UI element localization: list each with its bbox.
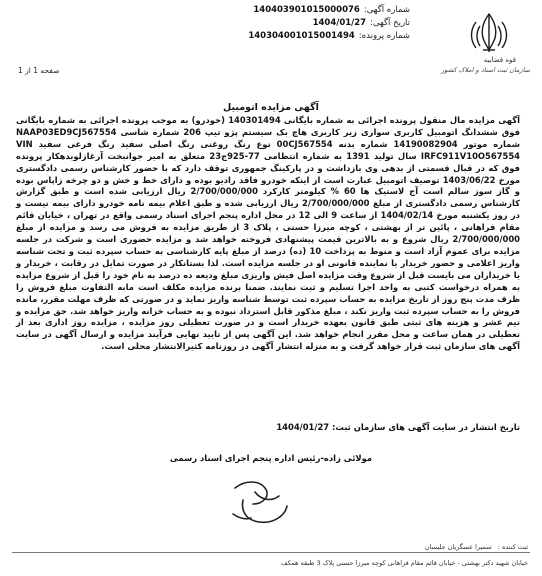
notice-date-label: تاریخ آگهی: xyxy=(370,18,410,28)
notice-date-row xyxy=(110,17,410,30)
registered-by xyxy=(425,543,528,551)
notice-number: 140403901015000076 xyxy=(253,5,360,15)
signatory-name: مولائی زاده-رئیس اداره پنجم اجرای اسناد رسمی xyxy=(169,453,373,463)
footer-address: خیابان شهید دکتر بهشتی - خیابان قائم مقام فراهانی کوچه میرزا حسنی پلاک 3 طبقه همکف xyxy=(280,559,528,567)
case-number-row xyxy=(110,30,410,43)
notice-meta xyxy=(110,4,410,43)
registered-by-label: ثبت کننده : xyxy=(497,543,528,551)
handwritten-signature xyxy=(215,470,305,540)
notice-date: 1404/01/27 xyxy=(312,18,367,28)
notice-body xyxy=(16,115,520,353)
notice-number-row xyxy=(110,4,410,17)
page-title: آگهی مزایده اتومبیل xyxy=(223,102,319,113)
footer-divider xyxy=(12,552,530,553)
page-indicator: صفحه 1 از 1 xyxy=(18,66,60,75)
body-paragraph: آگهی مزایده مال منقول پرونده اجرائی به شماره بایگانی 140301494 (خودرو) به موجب پرونده اجرائی به شماره بایگانی فوق ششدانگ اتومبیل کاربری سواری زیر کاربری هاچ بک سیستم پژو تیپ 206 شماره شاسی NAAP03ED9CJ567554 شماره موتور 14190082904 شماره بدنه 00CJ567554 نوع رنگ روغنی رنگ اصلی سفید رنگ فرعی سفید VIN IRFC911V10O567554 سال تولید 1391 به شماره انتظامی 77-925ج23 متعلق به امیر جوانبخت آرغازلوبدهکار پرونده فوق که در قبال قسمتی از بدهی وی بازداشت و در پارکینگ جمهوری توقف دارد که با حضور کارشناس رسمی دادگستری مورخ 1403/06/22 توصیف اتومبیل عبارت است از اینکه خودرو فاقد رادیو بوده و دارای خط و خش و دو چرخه زاپاس بوده و گاز سوز سالم است آج لاستیک ها 60 % کیلومتر کارکرد 2/700/000/000 ریال ارزیابی شده است و طبق گزارش کارشناس رسمی دادگستری از مبلغ 2/700/000/000 ریال ارزیابی شده و طبق اعلام بیمه نامه خودرو دارای بیمه نیست و در روز یکشنبه مورخ 1404/02/14 از ساعت 9 الی 12 در محل اداره پنجم اجرای اسناد رسمی واقع در تهران ، خیابان قائم مقام فراهانی ، پائین تر از بهشتی ، کوچه میرزا حسنی ، پلاک 3 از طریق مزایده به فروش می رسد و مزایده از مبلغ 2/700/000/000 ریال شروع و به بالاترین قیمت پیشنهادی فروخته خواهد شد و مزایده حضوری است و شرکت در جلسه مزایده برای عموم آزاد است و منوط به پرداخت 10 (ده) درصد از مبلغ پایه کارشناسی به حساب سپرده ثبت و تحت شناسه واریز اعلامی و حضور خریدار یا نماینده قانونی او در جلسه مزایده است. لذا بستانکار در صورت تمایل در رقابت ، خریدار و یا خریداران می بایست قبل از شروع وقت مزایده اصل فیش واریزی مبلغ ودیعه ده درصد به نام خود را قبل از شروع مزایده به همراه درخواست کتبی به واحد اجرا تسلیم و ثبت نمایند. ضمنا برنده مزایده مکلف است مابه التفاوت مبلغ فروش را ظرف مدت پنج روز از تاریخ مزایده به حساب سپرده ثبت توسط شناسه واریز نماید و در صورتی که ظرف مهلت مقرر، مانده فروش را به حساب سپرده ثبت واریز نکند ، مبلغ مذکور قابل استرداد نبوده و به حساب خزانه واریز خواهد شد. حق مزایده و نیم عشر و هزینه های ثبتی طبق قانون بعهده خریدار است و در صورت تعطیلی روز مزایده ، مزایده روز اداری بعد از تعطیلی در همان ساعت و محل مقرر انجام خواهد شد. این آگهی پس از تایید نهایی فرآیند مزایده و ارسال آگهی در سایت آگهی های سازمان ثبت قرار خواهد گرفت و به منزله انتشار آگهی در روزنامه کثیرالانتشار محلی است. xyxy=(16,115,521,352)
registered-by-name: سمیرا عسگریان جلیسان xyxy=(424,543,492,551)
org-name: قوه قضاییه xyxy=(483,56,516,64)
case-number-label: شماره پرونده: xyxy=(358,31,410,41)
case-number: 140304001015001494 xyxy=(248,31,355,41)
notice-number-label: شماره آگهی: xyxy=(363,5,410,15)
publish-date-line: تاریخ انتشار در سایت آگهی های سازمان ثبت: 1404/01/27 xyxy=(276,422,520,432)
org-subtitle: سازمان ثبت اسناد و املاک کشور xyxy=(441,66,530,74)
